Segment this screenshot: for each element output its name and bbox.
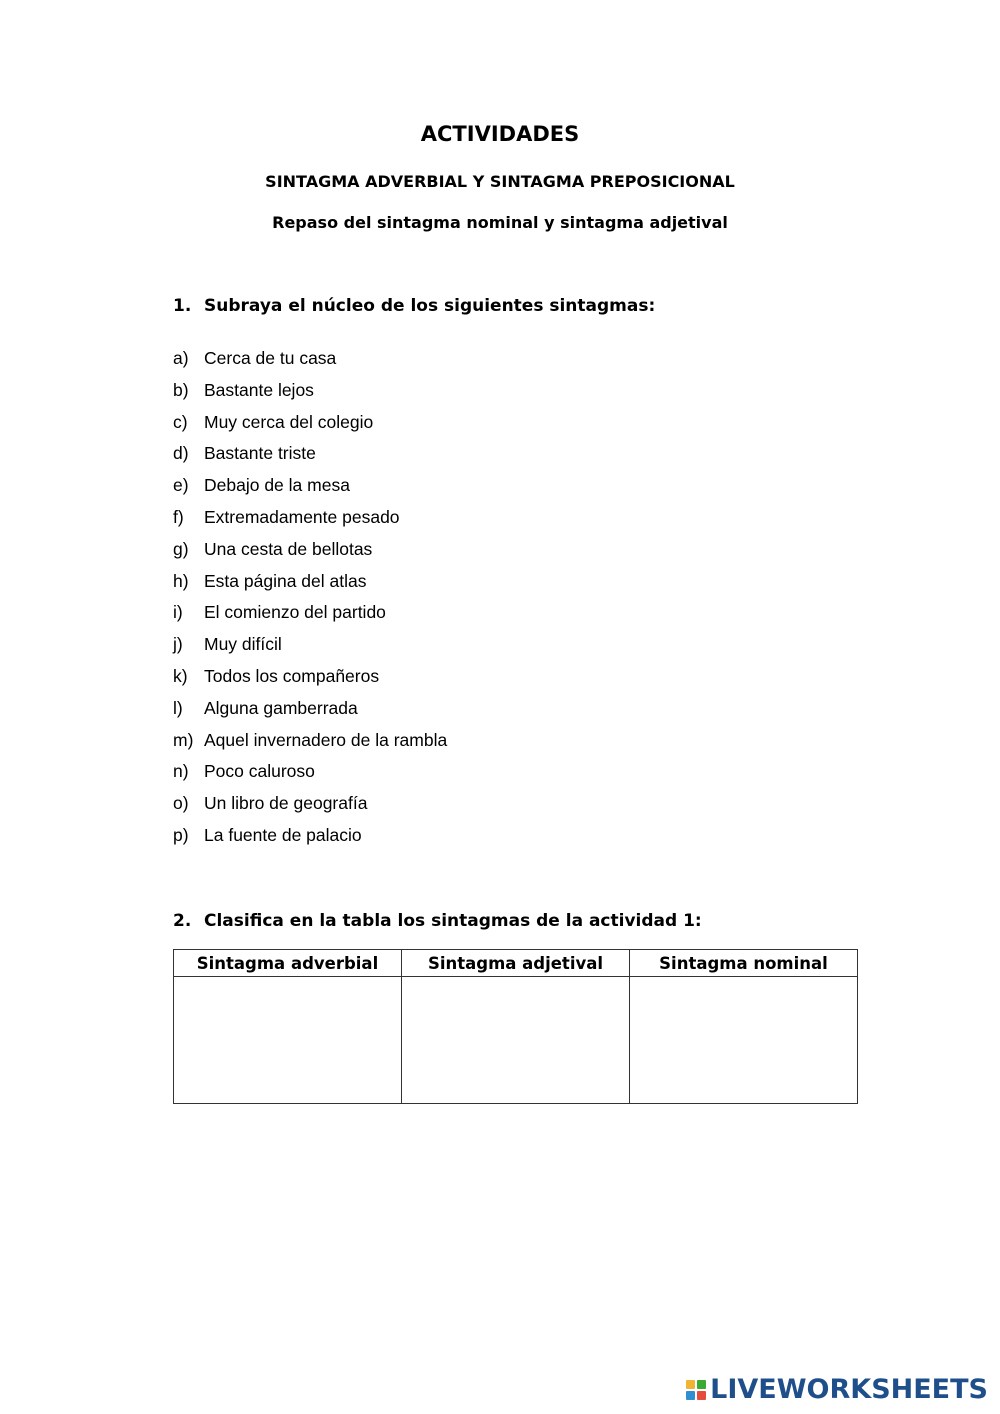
list-item-text[interactable]: Esta página del atlas (204, 570, 367, 591)
list-item (173, 825, 447, 857)
list-item-text[interactable]: Bastante triste (204, 443, 316, 464)
list-item (173, 507, 447, 539)
list-item (173, 793, 447, 825)
logo-square-icon (686, 1380, 695, 1389)
column-header-adverbial: Sintagma adverbial (174, 950, 402, 977)
logo-square-icon (697, 1391, 706, 1400)
list-item-letter: i) (173, 602, 183, 623)
page-title: ACTIVIDADES (420, 122, 580, 146)
list-item-letter: n) (173, 761, 189, 782)
list-item-letter: b) (173, 379, 189, 400)
list-item-text[interactable]: Muy difícil (204, 634, 282, 655)
phrase-list (173, 348, 447, 857)
list-item (173, 698, 447, 730)
logo-square-icon (686, 1391, 695, 1400)
question-2-number: 2. (173, 911, 192, 931)
answer-cell-nominal[interactable] (630, 977, 858, 1104)
list-item-text[interactable]: Una cesta de bellotas (204, 538, 373, 559)
column-header-adjetival: Sintagma adjetival (402, 950, 630, 977)
list-item-letter: j) (173, 634, 183, 655)
list-item-text[interactable]: Muy cerca del colegio (204, 411, 374, 432)
list-item (173, 634, 447, 666)
list-item (173, 412, 447, 444)
list-item-text[interactable]: La fuente de palacio (204, 824, 362, 845)
list-item (173, 730, 447, 762)
list-item (173, 539, 447, 571)
question-1-heading (173, 296, 655, 316)
column-header-nominal: Sintagma nominal (630, 950, 858, 977)
list-item-letter: k) (173, 665, 188, 686)
list-item (173, 348, 447, 380)
list-item-letter: a) (173, 348, 189, 368)
list-item-letter: e) (173, 475, 189, 496)
list-item-text[interactable]: Aquel invernadero de la rambla (204, 729, 448, 750)
list-item-letter: o) (173, 793, 189, 814)
list-item-letter: l) (173, 697, 183, 718)
question-1-number: 1. (173, 296, 192, 316)
question-1-text: Subraya el núcleo de los siguientes sintagmas: (204, 296, 656, 316)
list-item-text[interactable]: Poco caluroso (204, 761, 315, 782)
list-item (173, 475, 447, 507)
list-item-letter: m) (173, 729, 194, 750)
list-item (173, 380, 447, 412)
list-item-text[interactable]: Alguna gamberrada (204, 697, 358, 718)
list-item-text[interactable]: Cerca de tu casa (204, 348, 337, 368)
list-item-text[interactable]: Bastante lejos (204, 379, 314, 400)
list-item-letter: p) (173, 824, 189, 845)
logo-text: LIVEWORKSHEETS (710, 1374, 988, 1405)
answer-cell-adjetival[interactable] (402, 977, 630, 1104)
list-item-letter: g) (173, 538, 189, 559)
classification-table (173, 949, 858, 1104)
table-row (174, 977, 858, 1104)
list-item-text[interactable]: El comienzo del partido (204, 602, 386, 623)
list-item-letter: d) (173, 443, 189, 464)
list-item-text[interactable]: Un libro de geografía (204, 793, 368, 814)
logo-grid-icon (686, 1380, 706, 1400)
list-item (173, 571, 447, 603)
list-item (173, 761, 447, 793)
question-2-text: Clasifica en la tabla los sintagmas de la actividad 1: (204, 911, 702, 931)
page-subtitle: SINTAGMA ADVERBIAL Y SINTAGMA PREPOSICIONAL (265, 172, 735, 191)
question-2-heading (173, 911, 702, 931)
list-item-letter: h) (173, 570, 189, 591)
page-subtitle-review: Repaso del sintagma nominal y sintagma adjetival (272, 213, 728, 232)
list-item-letter: f) (173, 506, 184, 527)
list-item (173, 443, 447, 475)
list-item-letter: c) (173, 411, 188, 432)
list-item (173, 666, 447, 698)
liveworksheets-logo (686, 1374, 988, 1405)
list-item (173, 602, 447, 634)
list-item-text[interactable]: Debajo de la mesa (204, 475, 350, 496)
logo-square-icon (697, 1380, 706, 1389)
list-item-text[interactable]: Todos los compañeros (204, 665, 380, 686)
answer-cell-adverbial[interactable] (174, 977, 402, 1104)
list-item-text[interactable]: Extremadamente pesado (204, 506, 400, 527)
table-header-row (174, 950, 858, 977)
